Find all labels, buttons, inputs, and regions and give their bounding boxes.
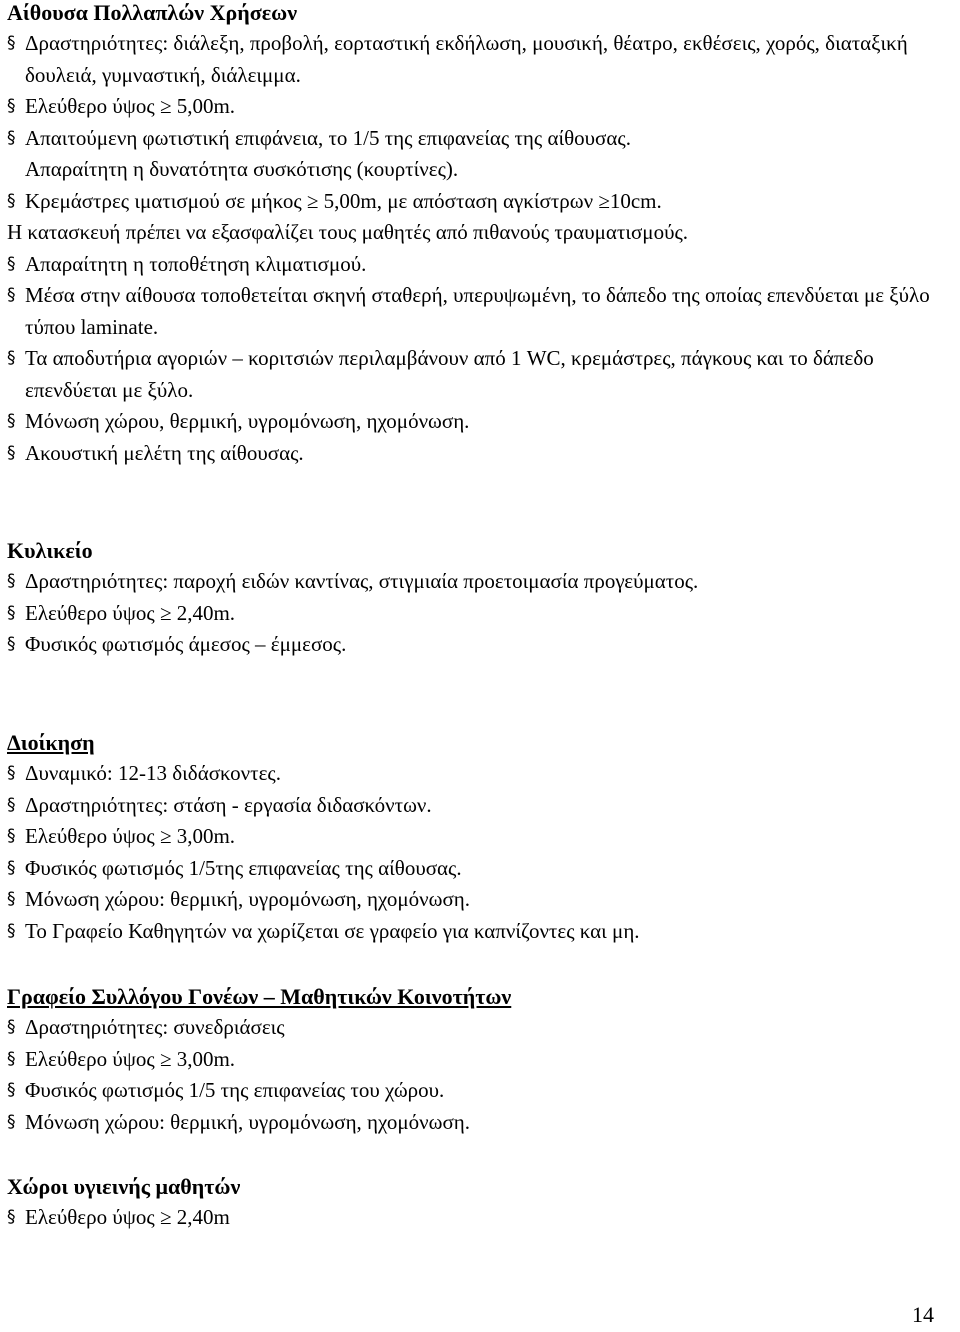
section-title: Χώροι υγιεινής μαθητών [7, 1174, 241, 1199]
list-item: § Φυσικός φωτισμός 1/5 της επιφανείας του χώρου. [7, 1075, 955, 1107]
list-item: § Μέσα στην αίθουσα τοποθετείται σκηνή σταθερή, υπερυψωμένη, το δάπεδο της οποίας επενδύεται με ξύλο τύπου laminate. [7, 280, 955, 343]
list-item: § Μόνωση χώρου: θερμική, υγρομόνωση, ηχομόνωση. [7, 884, 955, 916]
bullet-icon: § [7, 1048, 16, 1069]
section-multipurpose-hall [7, 0, 955, 469]
bullet-icon: § [7, 763, 16, 783]
bullet-icon: § [7, 920, 16, 941]
list-item: § Δραστηριότητες: παροχή ειδών καντίνας, στιγμιαία προετοιμασία προγεύματος. [7, 566, 955, 598]
list-item: § Δραστηριότητες: συνεδριάσεις [7, 1012, 955, 1044]
list-item: § Ελεύθερο ύψος ≥ 5,00m. [7, 91, 955, 123]
list-item: § Φυσικός φωτισμός 1/5της επιφανείας της αίθουσας. [7, 853, 955, 885]
section-student-restrooms [7, 1172, 955, 1234]
list-item: § Τα αποδυτήρια αγοριών – κοριτσιών περιλαμβάνουν από 1 WC, κρεμάστρες, πάγκους και το δάπεδο επενδύεται με ξύλο. [7, 343, 955, 406]
bullet-icon: § [7, 285, 16, 305]
bullet-icon: § [7, 442, 16, 463]
list-item: § Μόνωση χώρου: θερμική, υγρομόνωση, ηχομόνωση. [7, 1107, 955, 1139]
bullet-icon: § [7, 826, 16, 846]
list-item: § Δραστηριότητες: διάλεξη, προβολή, εορταστική εκδήλωση, μουσική, θέατρο, εκθέσεις, χορός, διαταξική δουλειά, γυμναστική, διάλειμμα. [7, 28, 955, 91]
bullet-icon: § [7, 857, 16, 878]
bullet-icon: § [7, 889, 16, 909]
list-item: § Φυσικός φωτισμός άμεσος – έμμεσος. [7, 629, 955, 661]
bullet-icon: § [7, 1111, 16, 1132]
list-item: § Δραστηριότητες: στάση - εργασία διδασκόντων. [7, 790, 955, 822]
list-item: Απαραίτητη η δυνατότητα συσκότισης (κουρτίνες). [25, 157, 459, 181]
section-canteen [7, 536, 955, 661]
list-item: Η κατασκευή πρέπει να εξασφαλίζει τους μαθητές από πιθανούς τραυματισμούς. [7, 220, 689, 244]
bullet-icon: § [7, 348, 16, 368]
bullet-icon: § [7, 253, 16, 274]
list-item: § Ελεύθερο ύψος ≥ 2,40m [7, 1202, 955, 1234]
bullet-icon: § [7, 411, 16, 431]
section-title: Αίθουσα Πολλαπλών Χρήσεων [7, 0, 298, 25]
list-item: § Το Γραφείο Καθηγητών να χωρίζεται σε γραφείο για καπνίζοντες και μη. [7, 916, 955, 948]
bullet-icon: § [7, 1207, 16, 1227]
list-item: § Δυναμικό: 12-13 διδάσκοντες. [7, 758, 955, 790]
bullet-icon: § [7, 127, 16, 148]
page-number: 14 [912, 1302, 934, 1327]
list-item: § Ελεύθερο ύψος ≥ 3,00m. [7, 821, 955, 853]
list-item: § Κρεμάστρες ιματισμού σε μήκος ≥ 5,00m, με απόσταση αγκίστρων ≥10cm. [7, 186, 955, 218]
bullet-icon: § [7, 96, 16, 116]
bullet-icon: § [7, 602, 16, 623]
list-item: § Απαιτούμενη φωτιστική επιφάνεια, το 1/5 της επιφανείας της αίθουσας. [7, 123, 955, 155]
list-item: § Ακουστική μελέτη της αίθουσας. [7, 438, 955, 470]
bullet-icon: § [7, 1080, 16, 1100]
section-title: Κυλικείο [7, 538, 93, 563]
list-item: § Μόνωση χώρου, θερμική, υγρομόνωση, ηχομόνωση. [7, 406, 955, 438]
bullet-icon: § [7, 33, 16, 53]
section-administration [7, 728, 955, 947]
bullet-icon: § [7, 1017, 16, 1037]
bullet-icon: § [7, 190, 16, 211]
list-item: § Απαραίτητη η τοποθέτηση κλιματισμού. [7, 249, 955, 281]
section-parents-office [7, 982, 955, 1138]
bullet-icon: § [7, 571, 16, 591]
bullet-icon: § [7, 634, 16, 654]
list-item: § Ελεύθερο ύψος ≥ 3,00m. [7, 1044, 955, 1076]
list-item: § Ελεύθερο ύψος ≥ 2,40m. [7, 598, 955, 630]
bullet-icon: § [7, 794, 16, 815]
section-title: Διοίκηση [7, 730, 95, 755]
section-title: Γραφείο Συλλόγου Γονέων – Μαθητικών Κοινοτήτων [7, 984, 512, 1009]
